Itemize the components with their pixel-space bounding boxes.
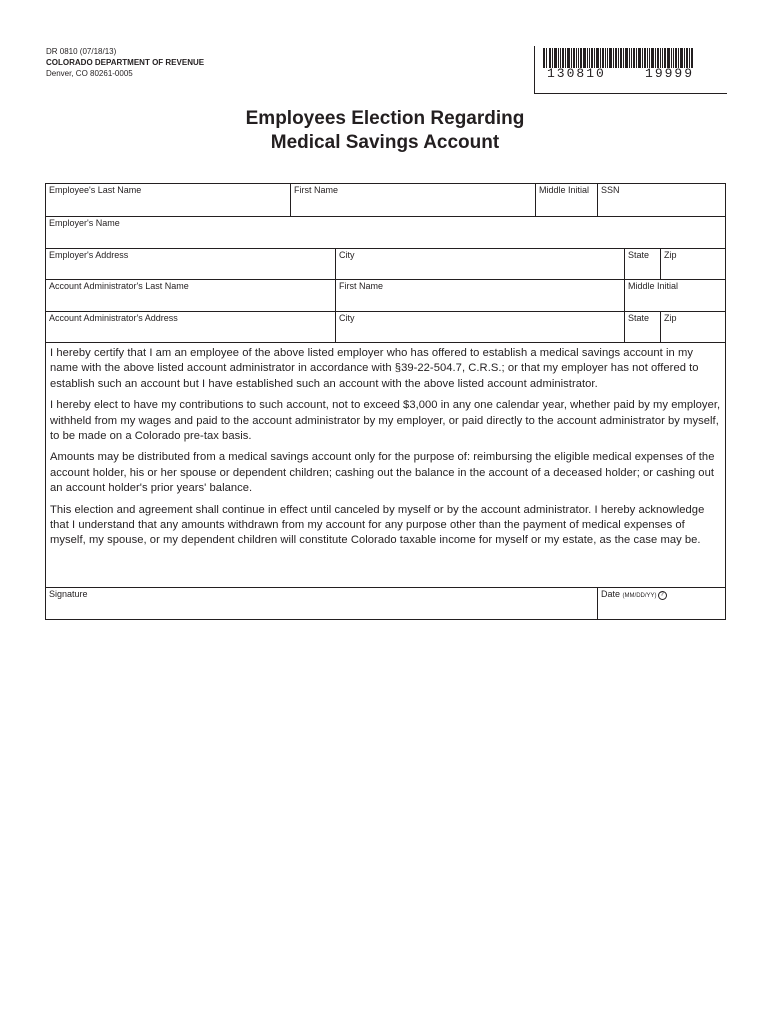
- employer-name-field[interactable]: [46, 217, 725, 248]
- employer-address-field[interactable]: [46, 249, 335, 279]
- employer-name-row: [46, 217, 725, 249]
- date-label-group: [601, 589, 667, 600]
- barcode-box: [534, 46, 727, 94]
- employee-last-name-label: Employee's Last Name: [49, 185, 142, 195]
- employer-address-label: Employer's Address: [49, 250, 129, 260]
- employer-zip-field[interactable]: [660, 249, 725, 279]
- admin-address-field[interactable]: [46, 312, 335, 342]
- barcode-number: 130810 19999: [547, 66, 695, 81]
- signature-field[interactable]: [46, 588, 597, 620]
- admin-city-label: City: [339, 313, 355, 323]
- employee-middle-initial-field[interactable]: [535, 184, 597, 216]
- employer-state-field[interactable]: [624, 249, 660, 279]
- election-form: [45, 183, 726, 620]
- barcode-icon: [543, 48, 693, 68]
- paragraph-elect: I hereby elect to have my contributions to such account, not to exceed $3,000 in any one calendar year, whether paid by my employer, withheld from my wages and paid to the account administrator by my employer, or paid directly to the account administrator by myself, to be made on a Colorado pre-tax basis.: [50, 399, 721, 443]
- paragraph-agreement: This election and agreement shall continue in effect until canceled by myself or by the account administrator. I hereby acknowledge that I understand that any amounts withdrawn from my account for any purpose other than the payment of medical expenses of myself, my spouse, or my dependent children will constitute Colorado taxable income for myself or my estate, as the case may be.: [50, 503, 705, 547]
- admin-city-field[interactable]: [335, 312, 624, 342]
- employee-middle-initial-label: Middle Initial: [539, 185, 590, 195]
- employer-city-label: City: [339, 250, 355, 260]
- info-icon[interactable]: ?: [658, 591, 667, 600]
- ssn-field[interactable]: [597, 184, 725, 216]
- employee-first-name-field[interactable]: [290, 184, 535, 216]
- form-code: DR 0810 (07/18/13): [46, 47, 117, 56]
- admin-name-row: [46, 280, 725, 312]
- admin-first-name-field[interactable]: [335, 280, 624, 311]
- admin-address-label: Account Administrator's Address: [49, 313, 178, 323]
- department-address: Denver, CO 80261-0005: [46, 69, 133, 78]
- employer-zip-label: Zip: [664, 250, 677, 260]
- admin-last-name-field[interactable]: [46, 280, 335, 311]
- ssn-label: SSN: [601, 185, 620, 195]
- signature-label: Signature: [49, 589, 88, 599]
- admin-state-label: State: [628, 313, 650, 323]
- date-field[interactable]: [597, 588, 725, 620]
- title-line-2: Medical Savings Account: [270, 132, 500, 153]
- date-label: Date: [601, 589, 621, 599]
- admin-last-name-label: Account Administrator's Last Name: [49, 281, 189, 291]
- form-title: [0, 107, 770, 155]
- admin-address-row: [46, 312, 725, 343]
- employee-row: [46, 184, 725, 217]
- form-header: [46, 46, 204, 79]
- department-name: COLORADO DEPARTMENT OF REVENUE: [46, 58, 205, 67]
- admin-first-name-label: First Name: [339, 281, 384, 291]
- admin-middle-initial-field[interactable]: [624, 280, 725, 311]
- certification-text: [50, 346, 722, 555]
- title-line-1: Employees Election Regarding: [245, 108, 525, 129]
- employer-state-label: State: [628, 250, 650, 260]
- paragraph-certify: I hereby certify that I am an employee of the above listed employer who has offered to establish a medical savings account in my name with the above listed account administrator in accordance with §39-22-504.7, C.R.S.; or that my employer has not offered to establish such an account but I have established such an account with the above listed account administrator.: [50, 347, 699, 390]
- admin-state-field[interactable]: [624, 312, 660, 342]
- employee-first-name-label: First Name: [294, 185, 339, 195]
- employee-last-name-field[interactable]: [46, 184, 290, 216]
- admin-middle-initial-label: Middle Initial: [628, 281, 679, 291]
- employer-city-field[interactable]: [335, 249, 624, 279]
- paragraph-distribution: Amounts may be distributed from a medical savings account only for the purpose of: reimbursing the eligible medical expenses of the account holder, his or her spouse or dependent children; cashing out the balance in the account of a deceased holder; or cashing out an account holder's prior years' balance.: [50, 451, 715, 495]
- signature-row: [46, 587, 725, 620]
- admin-zip-label: Zip: [664, 313, 677, 323]
- employer-address-row: [46, 249, 725, 280]
- admin-zip-field[interactable]: [660, 312, 725, 342]
- date-format-label: (MM/DD/YY): [622, 593, 657, 599]
- employer-name-label: Employer's Name: [49, 218, 120, 228]
